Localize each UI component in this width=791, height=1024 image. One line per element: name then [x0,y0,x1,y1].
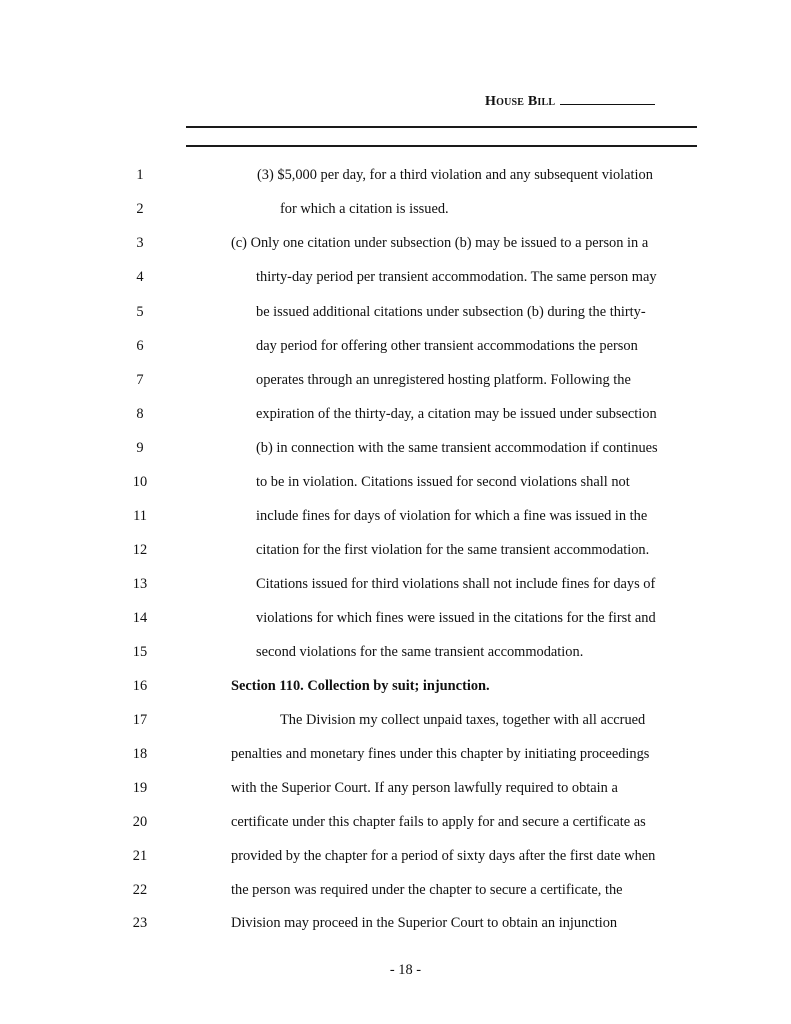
line-number: 21 [132,848,148,864]
line-text: (c) Only one citation under subsection (b) may be issued to a person in a [231,235,649,251]
line-text: with the Superior Court. If any person lawfully required to obtain a [231,780,618,796]
page-number: - 18 - [389,962,422,978]
line-text: provided by the chapter for a period of sixty days after the first date when [231,848,656,864]
line-number: 7 [136,372,144,388]
bill-line [0,846,791,866]
bill-line [0,540,791,560]
line-number: 10 [132,474,148,490]
line-text: citation for the first violation for the same transient accommodation. [256,542,650,558]
header-rule-bottom [186,145,697,147]
bill-number-blank [560,92,655,105]
line-number: 12 [132,542,148,558]
line-text: Citations issued for third violations shall not include fines for days of [256,576,656,592]
line-number: 19 [132,780,148,796]
line-text: Division may proceed in the Superior Court to obtain an injunction [231,915,618,931]
line-text: day period for offering other transient accommodations the person [256,338,638,354]
bill-line [0,710,791,730]
section-heading: Section 110. Collection by suit; injunction. [231,678,490,694]
bill-line [0,778,791,798]
line-number: 20 [132,814,148,830]
line-text: The Division my collect unpaid taxes, together with all accrued [280,712,646,728]
bill-line [0,880,791,900]
line-number: 17 [132,712,148,728]
bill-line [0,199,791,219]
line-number: 16 [132,678,148,694]
line-number: 11 [133,508,147,524]
bill-line [0,404,791,424]
header-rule-top [186,126,697,128]
line-text: to be in violation. Citations issued for second violations shall not [256,474,630,490]
line-text: (b) in connection with the same transient accommodation if continues [256,440,658,456]
line-text: operates through an unregistered hosting platform. Following the [256,372,631,388]
line-text: violations for which fines were issued in the citations for the first and [256,610,656,626]
bill-line [0,608,791,628]
line-text: (3) $5,000 per day, for a third violation and any subsequent violation [257,167,653,183]
line-number: 2 [136,201,144,217]
bill-line [0,744,791,764]
bill-line [0,233,791,253]
document-header [485,92,655,110]
line-text: for which a citation is issued. [280,201,449,217]
bill-line [0,812,791,832]
line-number: 9 [136,440,144,456]
bill-line [0,165,791,185]
line-text: be issued additional citations under subsection (b) during the thirty- [256,304,646,320]
line-number: 6 [136,338,144,354]
line-number: 13 [132,576,148,592]
bill-line [0,574,791,594]
bill-line [0,506,791,526]
line-text: certificate under this chapter fails to apply for and secure a certificate as [231,814,646,830]
line-number: 3 [136,235,144,251]
bill-line [0,336,791,356]
line-text: include fines for days of violation for which a fine was issued in the [256,508,648,524]
bill-line [0,913,791,933]
line-number: 5 [136,304,144,320]
bill-title: House Bill [485,94,556,109]
line-number: 15 [132,644,148,660]
line-text: second violations for the same transient accommodation. [256,644,584,660]
line-number: 14 [132,610,148,626]
line-text: expiration of the thirty-day, a citation may be issued under subsection [256,406,657,422]
section-heading-line [0,676,791,696]
bill-line [0,267,791,287]
line-text: penalties and monetary fines under this chapter by initiating proceedings [231,746,650,762]
bill-line [0,642,791,662]
line-number: 1 [136,167,144,183]
bill-line [0,370,791,390]
line-text: thirty-day period per transient accommodation. The same person may [256,269,657,285]
bill-line [0,438,791,458]
line-number: 23 [132,915,148,931]
bill-line [0,302,791,322]
line-number: 8 [136,406,144,422]
line-text: the person was required under the chapter to secure a certificate, the [231,882,623,898]
line-number: 22 [132,882,148,898]
line-number: 18 [132,746,148,762]
bill-line [0,472,791,492]
line-number: 4 [136,269,144,285]
